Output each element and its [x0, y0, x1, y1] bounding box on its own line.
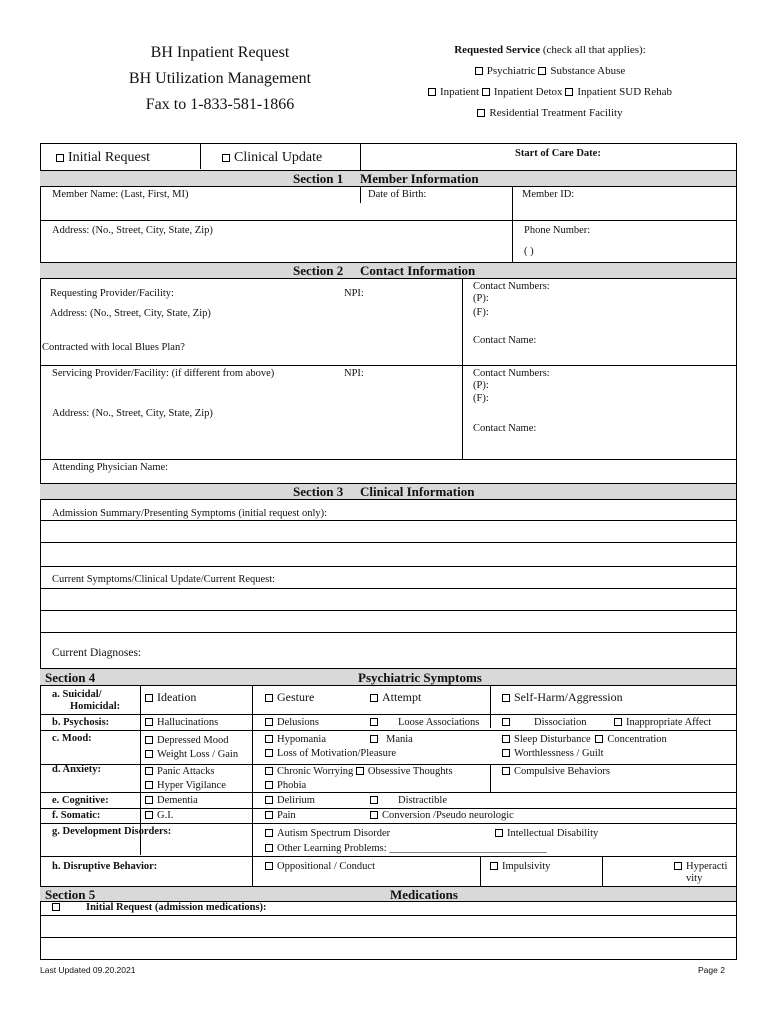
checkbox[interactable] [265, 735, 273, 743]
checkbox[interactable] [145, 694, 153, 702]
checkbox[interactable] [370, 718, 378, 726]
option-label: Other Learning Problems: ______________________________ [277, 843, 547, 854]
option-dementia[interactable] [145, 795, 198, 806]
checkbox[interactable] [490, 862, 498, 870]
option-label: Attempt [382, 690, 422, 704]
svc-substance-label: Substance Abuse [550, 65, 626, 77]
section-title: Clinical Information [360, 484, 475, 499]
current-diagnoses-label: Current Diagnoses: [52, 647, 142, 659]
option-selfharm[interactable] [502, 690, 623, 705]
divider [462, 365, 463, 459]
divider [480, 856, 481, 886]
svc-sud-label: Inpatient SUD Rehab [577, 86, 673, 98]
checkbox[interactable] [145, 781, 153, 789]
option-weightloss[interactable] [145, 749, 238, 760]
fax-f-label: (F): [473, 307, 489, 318]
checkbox-detox[interactable] [482, 88, 490, 96]
checkbox[interactable] [265, 749, 273, 757]
option-label: Loss of Motivation/Pleasure [277, 748, 396, 759]
current-symptoms-label: Current Symptoms/Clinical Update/Current Request: [52, 574, 276, 585]
option-gesture[interactable] [265, 690, 314, 705]
option-conversion[interactable] [370, 810, 514, 821]
checkbox[interactable] [265, 862, 273, 870]
option-label: Self-Harm/Aggression [514, 690, 623, 704]
mood-label: c. Mood: [52, 733, 92, 744]
option-phobia[interactable] [265, 780, 306, 791]
option-chronic[interactable] [265, 766, 453, 777]
initial-medications-option[interactable] [52, 902, 267, 913]
checkbox[interactable] [265, 694, 273, 702]
row-divider [40, 459, 736, 460]
option-dissociation[interactable] [502, 717, 587, 728]
section1-header [40, 170, 736, 187]
option-label: Phobia [277, 780, 307, 791]
somatic-label: f. Somatic: [52, 810, 101, 821]
option-delusions[interactable] [265, 717, 319, 728]
option-impulsivity[interactable] [490, 861, 550, 872]
row-divider [40, 764, 736, 765]
option-label: Hallucinations [157, 717, 219, 728]
requested-service-label: Requested Service [454, 44, 541, 56]
section2-header [40, 262, 736, 279]
option-distractible[interactable] [370, 795, 447, 806]
option-label: G.I. [157, 810, 174, 821]
checkbox[interactable] [370, 796, 378, 804]
option-sleep[interactable] [502, 734, 667, 745]
section5-header [40, 886, 736, 902]
row-divider [40, 632, 736, 633]
svc-detox-label: Inpatient Detox [493, 86, 563, 98]
anxiety-label: d. Anxiety: [52, 764, 102, 775]
option-worthless[interactable] [502, 748, 604, 759]
divider [512, 186, 513, 220]
row-divider [40, 823, 736, 824]
checkbox-rtf[interactable] [477, 109, 485, 117]
option-label: Concentration [607, 734, 667, 745]
svc-inpatient-label: Inpatient [439, 86, 480, 98]
option-intellectual[interactable] [495, 828, 598, 839]
option-delirium[interactable] [265, 795, 315, 806]
checkbox-concentration[interactable] [595, 735, 603, 743]
checkbox-sud[interactable] [565, 88, 573, 96]
option-otherlearn[interactable] [265, 843, 547, 854]
checkbox[interactable] [265, 767, 273, 775]
checkbox[interactable] [145, 767, 153, 775]
option-label: Autism Spectrum Disorder [277, 828, 391, 839]
row-divider [40, 730, 736, 731]
checkbox[interactable] [145, 811, 153, 819]
servicing-address-label: Address: (No., Street, City, State, Zip) [52, 408, 213, 419]
divider [200, 143, 201, 169]
checkbox[interactable] [145, 718, 153, 726]
option-oppositional[interactable] [265, 861, 375, 872]
option-label: Weight Loss / Gain [157, 749, 239, 760]
contact-name2-label: Contact Name: [473, 423, 537, 434]
svc-psychiatric-label: Psychiatric [486, 65, 536, 77]
option-label: Conversion /Pseudo neurologic [382, 810, 514, 821]
option-label: Worthlessness / Guilt [514, 748, 604, 759]
admission-summary-label: Admission Summary/Presenting Symptoms (initial request only): [52, 508, 328, 519]
option-label: Mania [386, 734, 413, 745]
option-label: Chronic Worrying [277, 766, 354, 777]
option-panic[interactable] [145, 766, 214, 777]
option-lossmot[interactable] [265, 748, 396, 759]
cognitive-label: e. Cognitive: [52, 795, 109, 806]
checkbox[interactable] [265, 829, 273, 837]
homicidal-label: Homicidal: [70, 701, 121, 712]
requested-service-note: (check all that applies): [542, 44, 646, 56]
option-label: Dementia [157, 795, 198, 806]
dob-label: Date of Birth: [368, 189, 427, 200]
initial-request-option[interactable] [56, 150, 150, 166]
option-label: Loose Associations [398, 717, 480, 728]
checkbox[interactable] [145, 796, 153, 804]
page-number: Page 2 [698, 965, 725, 975]
psychosis-label: b. Psychosis: [52, 717, 110, 728]
requesting-provider-label: Requesting Provider/Facility: [50, 288, 174, 299]
option-pain[interactable] [265, 810, 296, 821]
option-label: Hyperacti [686, 861, 728, 872]
section4-header [40, 668, 736, 686]
fax-f2-label: (F): [473, 393, 489, 404]
start-of-care-label: Start of Care Date: [515, 148, 601, 159]
contact-numbers2-label: Contact Numbers: [473, 368, 550, 379]
phone-paren: ( ) [524, 246, 534, 257]
form-subtitle: BH Utilization Management [128, 70, 312, 87]
initial-request-label: Initial Request [68, 150, 151, 165]
svc-rtf-label: Residential Treatment Facility [489, 107, 623, 119]
checkbox[interactable] [502, 718, 510, 726]
checkbox[interactable] [370, 735, 378, 743]
option-label: Ideation [157, 690, 197, 704]
checkbox-initial-request[interactable] [56, 154, 64, 162]
checkbox[interactable] [265, 796, 273, 804]
section3-header [40, 483, 736, 500]
option-label: Intellectual Disability [507, 828, 599, 839]
row-divider [40, 808, 736, 809]
npi2-label: NPI: [344, 368, 364, 379]
contact-name-label: Contact Name: [473, 335, 537, 346]
option-gi[interactable] [145, 810, 173, 821]
option-label: Compulsive Behaviors [514, 766, 610, 777]
checkbox[interactable] [502, 749, 510, 757]
member-id-label: Member ID: [522, 189, 575, 200]
hyperactivity-wrap: vity [686, 873, 703, 884]
divider [602, 856, 603, 886]
checkbox[interactable] [265, 781, 273, 789]
checkbox-inpatient[interactable] [428, 88, 436, 96]
checkbox-clinical-update[interactable] [222, 154, 230, 162]
option-hypomania[interactable] [265, 734, 326, 745]
option-hyper[interactable] [145, 780, 226, 791]
requested-service [370, 40, 730, 124]
divider [462, 279, 463, 365]
option-label: Delirium [277, 795, 315, 806]
checkbox[interactable] [52, 903, 60, 911]
npi-label: NPI: [344, 288, 364, 299]
section-title: Psychiatric Symptoms [358, 670, 482, 685]
option-ideation[interactable] [145, 690, 196, 705]
member-address-label: Address: (No., Street, City, State, Zip) [52, 225, 213, 236]
option-attempt[interactable] [370, 690, 421, 705]
option-label: Gesture [277, 690, 315, 704]
development-label: g. Development Disorders: [52, 826, 172, 837]
option-label: Panic Attacks [157, 766, 215, 777]
last-updated: Last Updated 09.20.2021 [40, 965, 136, 975]
option-label: Impulsivity [502, 861, 551, 872]
clinical-update-option[interactable] [222, 150, 322, 166]
row-divider [40, 610, 736, 611]
option-autism[interactable] [265, 828, 390, 839]
checkbox[interactable] [265, 718, 273, 726]
contracted-label: Contracted with local Blues Plan? [42, 342, 185, 353]
row-divider [40, 588, 736, 589]
option-label: Oppositional / Conduct [277, 861, 375, 872]
row-divider [40, 856, 736, 857]
checkbox[interactable] [502, 694, 510, 702]
option-label: Dissociation [534, 717, 587, 728]
option-label: Inappropriate Affect [626, 717, 712, 728]
row-divider [40, 566, 736, 567]
checkbox[interactable] [495, 829, 503, 837]
option-label: Hypomania [277, 734, 326, 745]
form-title: BH Inpatient Request [150, 44, 290, 61]
option-hallucinations[interactable] [145, 717, 218, 728]
option-hyperactivity[interactable] [674, 861, 727, 872]
section-title: Contact Information [360, 263, 476, 278]
checkbox[interactable] [370, 694, 378, 702]
clinical-update-label: Clinical Update [234, 150, 323, 165]
checkbox[interactable] [502, 767, 510, 775]
divider [490, 686, 491, 728]
option-label: Depressed Mood [157, 735, 229, 746]
checkbox-psychiatric[interactable] [475, 67, 483, 75]
checkbox[interactable] [674, 862, 682, 870]
checkbox[interactable] [614, 718, 622, 726]
row-divider [40, 520, 736, 521]
divider [512, 220, 513, 262]
row-divider [40, 792, 736, 793]
row-divider [40, 937, 736, 938]
section-title: Member Information [360, 171, 479, 186]
checkbox-obsessive[interactable] [356, 767, 364, 775]
phone-p2-label: (P): [473, 380, 489, 391]
initial-medications-label: Initial Request (admission medications): [86, 902, 267, 913]
attending-label: Attending Physician Name: [52, 462, 169, 473]
checkbox[interactable] [145, 736, 153, 744]
section-number: Section 5 [45, 887, 96, 902]
disruptive-label: h. Disruptive Behavior: [52, 861, 158, 872]
row-divider [40, 714, 736, 715]
phone-label: Phone Number: [524, 225, 591, 236]
row-divider [40, 365, 736, 366]
checkbox[interactable] [502, 735, 510, 743]
option-depressed[interactable] [145, 735, 228, 746]
option-label: Pain [277, 810, 296, 821]
option-compulsive[interactable] [502, 766, 610, 777]
divider [490, 764, 491, 792]
contact-numbers-label: Contact Numbers: [473, 281, 550, 292]
section-number: Section 4 [45, 670, 96, 685]
checkbox-substance[interactable] [538, 67, 546, 75]
option-label: Distractible [398, 795, 447, 806]
row-divider [40, 220, 736, 221]
section-number: Section 1 [293, 171, 344, 186]
fax-number: Fax to 1-833-581-1866 [145, 96, 295, 113]
member-name-label: Member Name: (Last, First, MI) [52, 189, 189, 200]
checkbox[interactable] [370, 811, 378, 819]
row-divider [40, 915, 736, 916]
option-label: Obsessive Thoughts [367, 766, 453, 777]
checkbox[interactable] [265, 844, 273, 852]
section-number: Section 3 [293, 484, 344, 499]
option-label: Delusions [277, 717, 319, 728]
checkbox[interactable] [145, 750, 153, 758]
option-mania[interactable] [370, 734, 413, 745]
form-header [40, 40, 400, 118]
option-label: Hyper Vigilance [157, 780, 226, 791]
section-title: Medications [390, 887, 458, 902]
servicing-provider-label: Servicing Provider/Facility: (if different from above) [52, 368, 275, 379]
suicidal-label: a. Suicidal/ [52, 689, 102, 700]
option-inappropriate[interactable] [614, 717, 711, 728]
checkbox[interactable] [265, 811, 273, 819]
section-number: Section 2 [293, 263, 344, 278]
row-divider [40, 542, 736, 543]
phone-p-label: (P): [473, 293, 489, 304]
option-label: Sleep Disturbance [514, 734, 591, 745]
option-loose[interactable] [370, 717, 479, 728]
requesting-address-label: Address: (No., Street, City, State, Zip) [50, 308, 211, 319]
